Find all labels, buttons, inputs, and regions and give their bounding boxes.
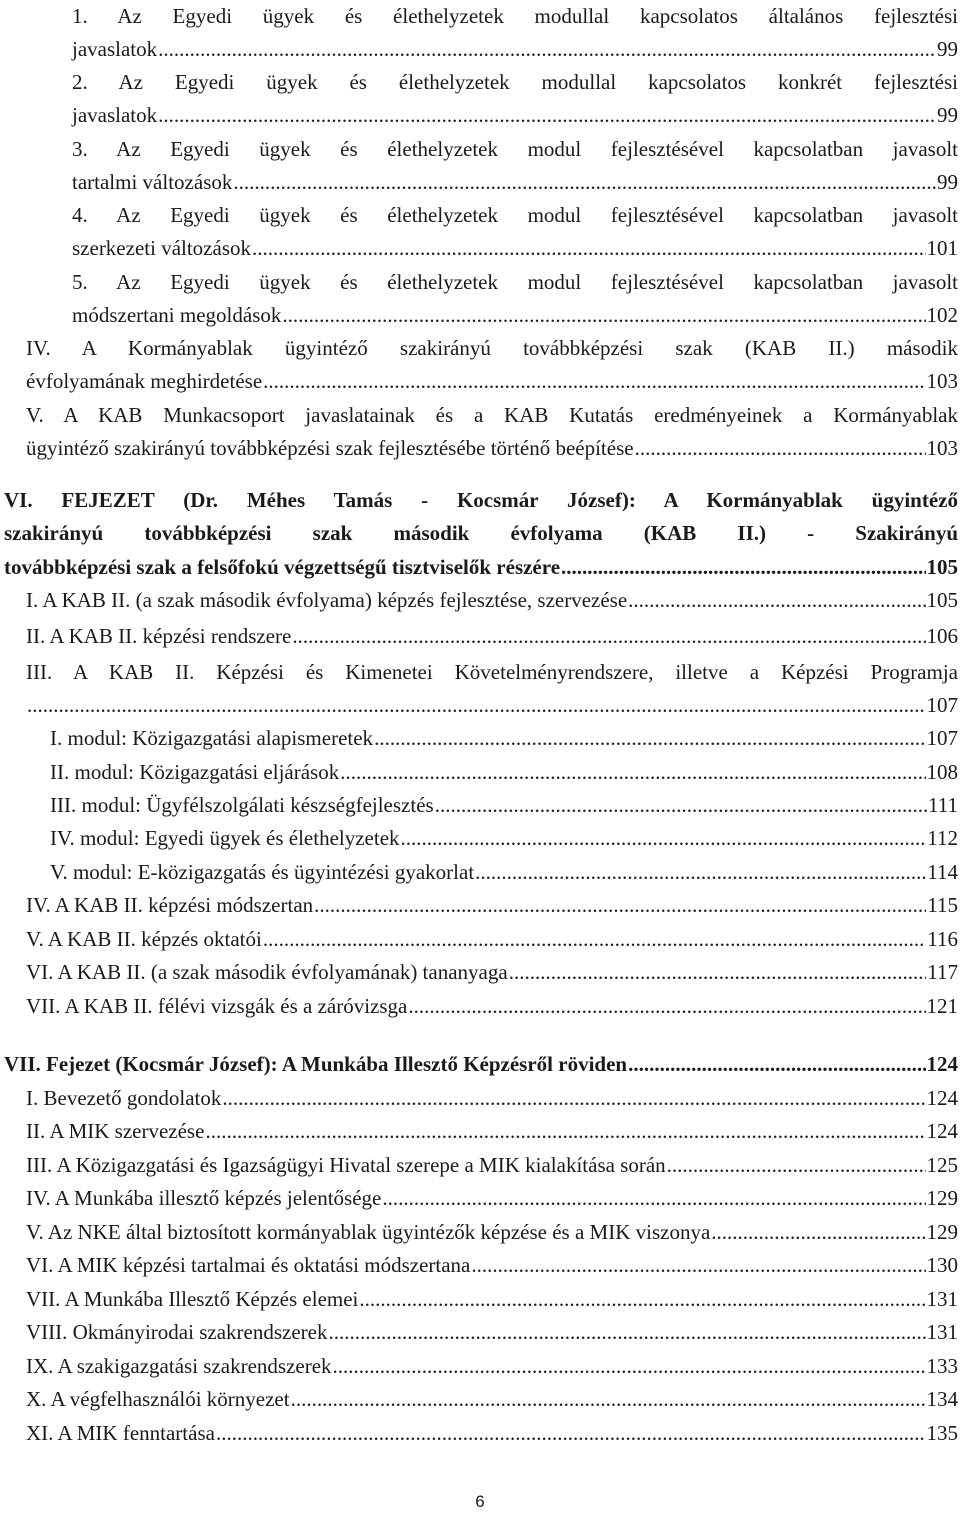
toc-entry-text: VI. FEJEZET (Dr. Méhes Tamás - Kocsmár József): A Kormányablak ügyintéző [4, 488, 958, 512]
toc-page-number: 133 [926, 1354, 958, 1378]
toc-page-number: 105 [926, 554, 958, 579]
toc-entry-text: javaslatok [72, 37, 158, 62]
toc-entry-text: III. A KAB II. Képzési és Kimenetei Követelményrendszere, illetve a Képzési Programja [26, 660, 958, 684]
toc-page-number: 124 [926, 1119, 958, 1143]
toc-entry-text: VI. A MIK képzési tartalmai és oktatási módszertana [26, 1253, 471, 1277]
toc-page-number: 116 [927, 927, 958, 951]
toc-entry[interactable] [26, 1182, 958, 1215]
toc-entry-last-line [4, 551, 958, 584]
toc-entry-text: továbbképzési szak a felsőfokú végzettségű tisztviselők részére [4, 554, 561, 579]
toc-entry[interactable] [26, 1316, 958, 1349]
toc-entry-last-line [26, 365, 958, 398]
toc-entry-last-line [26, 923, 958, 956]
toc-entry-last-line [72, 99, 958, 132]
toc-page-number: 112 [927, 826, 958, 850]
toc-entry-text: 4. Az Egyedi ügyek és élethelyzetek modul fejlesztésével kapcsolatban javasolt [72, 203, 958, 227]
toc-entry[interactable] [26, 1417, 958, 1450]
dot-leader [475, 856, 926, 889]
dot-leader [374, 722, 925, 755]
toc-page-number: 125 [926, 1153, 958, 1177]
dot-leader [292, 620, 925, 653]
toc-entry-text: II. modul: Közigazgatási eljárások [50, 760, 340, 784]
toc-entry[interactable] [72, 199, 958, 266]
toc-page-number: 124 [926, 1052, 958, 1076]
toc-entry[interactable] [50, 722, 958, 755]
toc-entry-text: XI. A MIK fenntartása [26, 1421, 215, 1445]
toc-entry-text: V. modul: E-közigazgatás és ügyintézési gyakorlat [50, 860, 475, 884]
toc-entry-text: III. modul: Ügyfélszolgálati készségfejlesztés [50, 793, 434, 817]
toc-entry-last-line [26, 1383, 958, 1416]
toc-entry-last-line [26, 1149, 958, 1182]
toc-entry-text: VI. A KAB II. (a szak második évfolyamának) tananyaga [26, 960, 508, 984]
toc-entry-last-line [50, 822, 958, 855]
toc-entry-text: IX. A szakigazgatási szakrendszerek [26, 1354, 332, 1378]
toc-entry-last-line [26, 1115, 958, 1148]
dot-leader [263, 923, 926, 956]
dot-leader [233, 166, 936, 199]
toc-entry[interactable] [26, 923, 958, 956]
toc-entry-text: IV. A Munkába illesztő képzés jelentősége [26, 1186, 382, 1210]
toc-entry-text: szerkezeti változások [72, 236, 251, 261]
toc-entry-last-line [72, 166, 958, 199]
toc-entry-last-line [26, 1350, 958, 1383]
toc-entry[interactable] [26, 332, 958, 399]
toc-entry-last-line [26, 1082, 958, 1115]
dot-leader [205, 1115, 925, 1148]
toc-page-number: 101 [926, 236, 958, 261]
toc-entry[interactable] [26, 1383, 958, 1416]
toc-entry-text: IV. A KAB II. képzési módszertan [26, 893, 314, 917]
dot-leader [216, 1417, 926, 1450]
toc-entry-last-line [26, 1316, 958, 1349]
toc-entry-last-line [50, 856, 958, 889]
toc-entry-last-line [26, 620, 958, 653]
toc-page-number: 129 [926, 1186, 958, 1210]
toc-page-number: 114 [927, 860, 958, 884]
toc-entry-last-line [50, 789, 958, 822]
dot-leader [628, 584, 925, 617]
toc-page-number: 131 [926, 1320, 958, 1344]
dot-leader [408, 990, 925, 1023]
toc-page-number: 106 [926, 624, 958, 648]
dot-leader [158, 33, 936, 66]
toc-entry[interactable] [26, 1216, 958, 1249]
dot-leader [561, 551, 925, 584]
toc-entry[interactable] [72, 66, 958, 133]
toc-page-number: 99 [937, 170, 958, 195]
dot-leader [667, 1149, 926, 1182]
toc-entry[interactable] [4, 1048, 958, 1081]
dot-leader [635, 432, 926, 465]
dot-leader [333, 1350, 926, 1383]
toc-entry-text: javaslatok [72, 103, 158, 128]
toc-entry-last-line [26, 1216, 958, 1249]
toc-entry-text: szakirányú továbbképzési szak második évfolyama (KAB II.) - Szakirányú [4, 521, 958, 546]
toc-page-number: 111 [928, 793, 958, 817]
toc-entry[interactable] [26, 1082, 958, 1115]
toc-page-number: 121 [926, 994, 958, 1018]
dot-leader [471, 1249, 925, 1282]
toc-entry-last-line [50, 722, 958, 755]
toc-entry[interactable] [26, 1350, 958, 1383]
toc-entry[interactable] [26, 1249, 958, 1282]
toc-entry-last-line [26, 1182, 958, 1215]
toc-entry-last-line [26, 1417, 958, 1450]
toc-page-number: 107 [926, 693, 958, 718]
toc-page-number: 135 [926, 1421, 958, 1445]
toc-page-number: 134 [926, 1387, 958, 1411]
dot-leader [282, 299, 925, 332]
toc-entry-text: IV. A Kormányablak ügyintéző szakirányú továbbképzési szak (KAB II.) második [26, 336, 958, 360]
dot-leader [401, 822, 927, 855]
toc-entry-last-line [72, 33, 958, 66]
dot-leader [435, 789, 927, 822]
toc-entry-last-line [26, 584, 958, 617]
toc-page-number: 99 [937, 37, 958, 62]
toc-entry-last-line [72, 232, 958, 265]
toc-entry-last-line [50, 756, 958, 789]
toc-entry-last-line [26, 1283, 958, 1316]
toc-page-number: 108 [926, 760, 958, 784]
dot-leader [328, 1316, 925, 1349]
page-number: 6 [475, 1492, 485, 1511]
dot-leader [509, 956, 927, 989]
toc-entry[interactable] [50, 822, 958, 855]
toc-entry[interactable] [72, 0, 958, 67]
toc-entry-text: IV. modul: Egyedi ügyek és élethelyzetek [50, 826, 400, 850]
toc-entry[interactable] [72, 266, 958, 333]
toc-page-number: 115 [927, 893, 958, 917]
toc-entry-last-line [26, 1249, 958, 1282]
toc-entry-text: X. A végfelhasználói környezet [26, 1387, 290, 1411]
toc-entry-text: VII. A KAB II. félévi vizsgák és a záróvizsga [26, 994, 408, 1018]
toc-entry[interactable] [26, 1149, 958, 1182]
toc-entry-text: I. modul: Közigazgatási alapismeretek [50, 726, 374, 750]
dot-leader [263, 365, 925, 398]
toc-entry-text: I. A KAB II. (a szak második évfolyama) képzés fejlesztése, szervezése [26, 588, 628, 612]
toc-entry[interactable] [50, 856, 958, 889]
dot-leader [359, 1283, 925, 1316]
toc-entry[interactable] [72, 133, 958, 200]
toc-entry-last-line [26, 956, 958, 989]
dot-leader [628, 1048, 925, 1081]
toc-entry[interactable] [50, 789, 958, 822]
toc-entry[interactable] [50, 756, 958, 789]
toc-entry-text: V. A KAB II. képzés oktatói [26, 927, 262, 951]
toc-entry-text: évfolyamának meghirdetése [26, 369, 263, 394]
toc-entry[interactable] [26, 1115, 958, 1148]
toc-entry[interactable] [26, 990, 958, 1023]
toc-entry[interactable] [26, 584, 958, 617]
toc-entry-text: 2. Az Egyedi ügyek és élethelyzetek modullal kapcsolatos konkrét fejlesztési [72, 70, 958, 94]
toc-entry[interactable] [26, 956, 958, 989]
toc-entry-text: II. A MIK szervezése [26, 1119, 205, 1143]
toc-page-number: 131 [926, 1287, 958, 1311]
toc-entry-last-line [4, 1048, 958, 1081]
toc-entry-last-line [26, 990, 958, 1023]
dot-leader [382, 1182, 925, 1215]
toc-entry-text: VIII. Okmányirodai szakrendszerek [26, 1320, 328, 1344]
toc-page-number: 105 [926, 588, 958, 612]
dot-leader [222, 1082, 925, 1115]
toc-page-number: 103 [926, 369, 958, 394]
dot-leader [340, 756, 925, 789]
toc-entry-last-line [26, 432, 958, 465]
dot-leader [158, 99, 936, 132]
toc-page-number: 129 [926, 1220, 958, 1244]
toc-entry[interactable] [26, 620, 958, 653]
toc-entry-text: V. A KAB Munkacsoport javaslatainak és a KAB Kutatás eredményeinek a Kormányablak [26, 403, 958, 427]
toc-entry-text: ügyintéző szakirányú továbbképzési szak fejlesztésébe történő beépítése [26, 436, 634, 461]
toc-entry-text: II. A KAB II. képzési rendszere [26, 624, 292, 648]
toc-entry-text: 3. Az Egyedi ügyek és élethelyzetek modul fejlesztésével kapcsolatban javasolt [72, 137, 958, 161]
toc-entry-last-line [26, 689, 958, 722]
toc-entry-text: tartalmi változások [72, 170, 233, 195]
toc-entry-last-line [26, 889, 958, 922]
dot-leader [711, 1216, 925, 1249]
toc-entry[interactable] [26, 1283, 958, 1316]
toc-page-number: 102 [926, 303, 958, 328]
toc-entry[interactable] [26, 399, 958, 466]
toc-entry-text: módszertani megoldások [72, 303, 282, 328]
toc-entry[interactable] [4, 484, 958, 584]
toc-page-number: 130 [926, 1253, 958, 1277]
dot-leader [314, 889, 926, 922]
toc-entry-text: VII. Fejezet (Kocsmár József): A Munkába Illesztő Képzésről röviden [4, 1052, 628, 1076]
toc-entry-text: III. A Közigazgatási és Igazságügyi Hivatal szerepe a MIK kialakítása során [26, 1153, 666, 1177]
toc-entry[interactable] [26, 889, 958, 922]
dot-leader [252, 232, 926, 265]
toc-entry-text: VII. A Munkába Illesztő Képzés elemei [26, 1287, 359, 1311]
toc-entry-text: 5. Az Egyedi ügyek és élethelyzetek modul fejlesztésével kapcsolatban javasolt [72, 270, 958, 294]
dot-leader [291, 1383, 926, 1416]
toc-page-number: 99 [937, 103, 958, 128]
toc-entry-last-line [72, 299, 958, 332]
dot-leader [27, 689, 926, 722]
toc-page-number: 103 [926, 436, 958, 461]
toc-page-number: 117 [927, 960, 958, 984]
toc-entry-text: 1. Az Egyedi ügyek és élethelyzetek modullal kapcsolatos általános fejlesztési [72, 4, 958, 28]
toc-entry-text: I. Bevezető gondolatok [26, 1086, 222, 1110]
toc-entry[interactable] [26, 656, 958, 723]
toc-entry-text: V. Az NKE által biztosított kormányablak ügyintézők képzése és a MIK viszonya [26, 1220, 711, 1244]
toc-page-number: 124 [926, 1086, 958, 1110]
toc-page-number: 107 [926, 726, 958, 750]
